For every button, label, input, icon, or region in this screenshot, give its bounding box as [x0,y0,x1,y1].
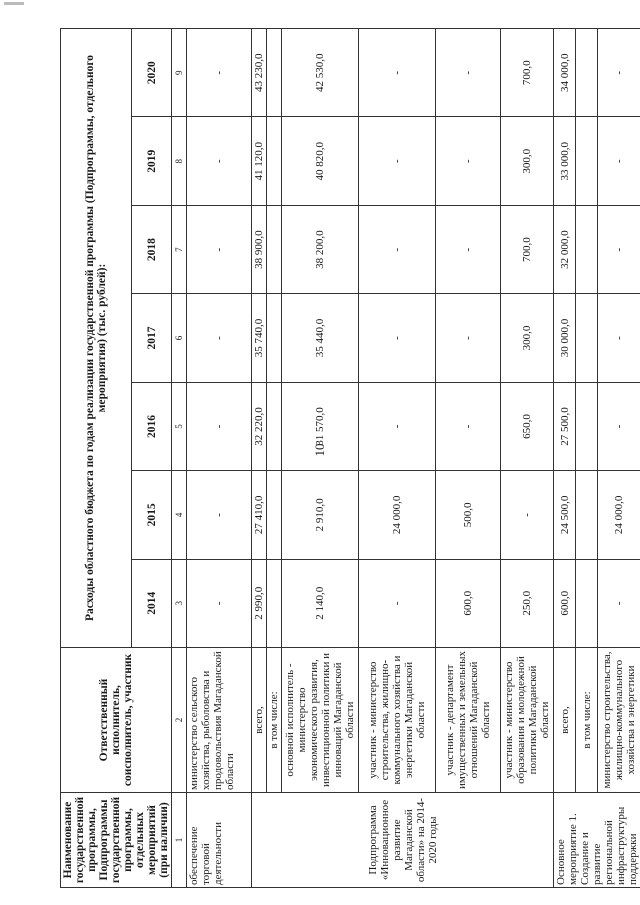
value-cell: 600,0 [554,559,576,647]
column-index: 1 [172,793,187,888]
value-cell: - [598,205,640,293]
value-cell: - [501,471,554,559]
value-cell: 35 740,0 [252,294,267,382]
value-cell: 650,0 [501,382,554,470]
column-index: 8 [172,117,187,205]
value-cell: 27 500,0 [554,382,576,470]
header-program-name: Наименование государственной программы, Подпрограммы государственной программы, отдельных мероприятий (при наличии) [61,793,172,888]
value-cell: - [598,117,640,205]
header-year: 2014 [132,559,172,647]
value-cell: 32 000,0 [554,205,576,293]
value-cell [576,294,598,382]
program-name-cell: Основное мероприятие 1. Создание и развитие региональной инфраструктуры поддержки [554,793,640,888]
value-cell: 30 000,0 [554,294,576,382]
value-cell: 2 910,0 [282,471,359,559]
header-year: 2015 [132,471,172,559]
executor-cell: министерство сельского хозяйства, рыболовства и продовольствия Магаданской области [187,648,252,793]
value-cell: 2 140,0 [282,559,359,647]
column-index: 3 [172,559,187,647]
page-number: 10 [312,443,327,457]
executor-cell: всего, [252,648,267,793]
value-cell: 33 000,0 [554,117,576,205]
value-cell [267,559,282,647]
value-cell [267,205,282,293]
value-cell: 40 820,0 [282,117,359,205]
value-cell: 32 220,0 [252,382,267,470]
column-index: 2 [172,648,187,793]
value-cell: 600,0 [436,559,501,647]
value-cell: - [436,294,501,382]
header-executor: Ответственный исполнитель, соисполнитель, участник [61,648,172,793]
value-cell: - [598,294,640,382]
value-cell: - [187,471,252,559]
value-cell: - [187,294,252,382]
value-cell: 24 000,0 [598,471,640,559]
scan-artifact [4,2,24,5]
column-index: 5 [172,382,187,470]
value-cell [267,117,282,205]
value-cell: - [187,29,252,117]
executor-cell: в том числе: [576,648,598,793]
value-cell: 42 530,0 [282,29,359,117]
header-year: 2017 [132,294,172,382]
program-name-cell: обеспечение торговой деятельности [187,793,252,888]
value-cell: - [359,294,436,382]
value-cell: 300,0 [501,117,554,205]
value-cell: - [359,117,436,205]
value-cell: - [436,117,501,205]
value-cell: - [359,205,436,293]
program-name-cell: Подпрограмма «Инновационное развитие Магаданской области» на 2014-2020 годы [252,793,554,888]
executor-cell: основной исполнитель - министерство экономического развития, инвестиционной политики и инноваций Магаданской области [282,648,359,793]
value-cell [576,471,598,559]
value-cell [267,471,282,559]
value-cell: - [187,205,252,293]
value-cell: - [359,382,436,470]
value-cell: 500,0 [436,471,501,559]
value-cell: - [436,29,501,117]
value-cell: 31 570,0 [282,382,359,470]
column-index: 9 [172,29,187,117]
value-cell: 41 120,0 [252,117,267,205]
header-year: 2019 [132,117,172,205]
value-cell: - [598,382,640,470]
executor-cell: участник - министерство строительства, жилищно-коммунального хозяйства и энергетики Магаданской области [359,648,436,793]
value-cell: 2 990,0 [252,559,267,647]
value-cell: 34 000,0 [554,29,576,117]
column-index: 4 [172,471,187,559]
value-cell: 38 900,0 [252,205,267,293]
header-expenses-title: Расходы областного бюджета по годам реализации государственной программы (Подпрограммы, отдельного мероприятия) (тыс. рублей): [61,29,132,648]
budget-table-sheet [60,28,640,888]
value-cell: - [187,117,252,205]
value-cell [267,382,282,470]
value-cell: - [436,205,501,293]
value-cell [576,382,598,470]
value-cell: 43 230,0 [252,29,267,117]
header-year: 2016 [132,382,172,470]
value-cell: - [598,559,640,647]
executor-cell: участник - министерство образования и молодежной политики Магаданской области [501,648,554,793]
value-cell: - [436,382,501,470]
value-cell: 700,0 [501,205,554,293]
executor-cell: всего, [554,648,576,793]
value-cell [576,117,598,205]
value-cell: 24 000,0 [359,471,436,559]
value-cell: - [187,382,252,470]
value-cell: 27 410,0 [252,471,267,559]
value-cell: 38 200,0 [282,205,359,293]
budget-table [60,28,640,888]
value-cell: 300,0 [501,294,554,382]
value-cell: - [187,559,252,647]
value-cell: 250,0 [501,559,554,647]
value-cell [576,205,598,293]
executor-cell: в том числе: [267,648,282,793]
column-index: 7 [172,205,187,293]
value-cell: 24 500,0 [554,471,576,559]
value-cell: 35 440,0 [282,294,359,382]
value-cell: - [598,29,640,117]
column-index: 6 [172,294,187,382]
value-cell [267,29,282,117]
value-cell: - [359,559,436,647]
header-year: 2018 [132,205,172,293]
value-cell [576,559,598,647]
value-cell: - [359,29,436,117]
executor-cell: участник - департамент имущественных и земельных отношений Магаданской области [436,648,501,793]
value-cell [576,29,598,117]
executor-cell: министерство строительства, жилищно-коммунального хозяйства и энергетики [598,648,640,793]
header-year: 2020 [132,29,172,117]
value-cell: 700,0 [501,29,554,117]
value-cell [267,294,282,382]
